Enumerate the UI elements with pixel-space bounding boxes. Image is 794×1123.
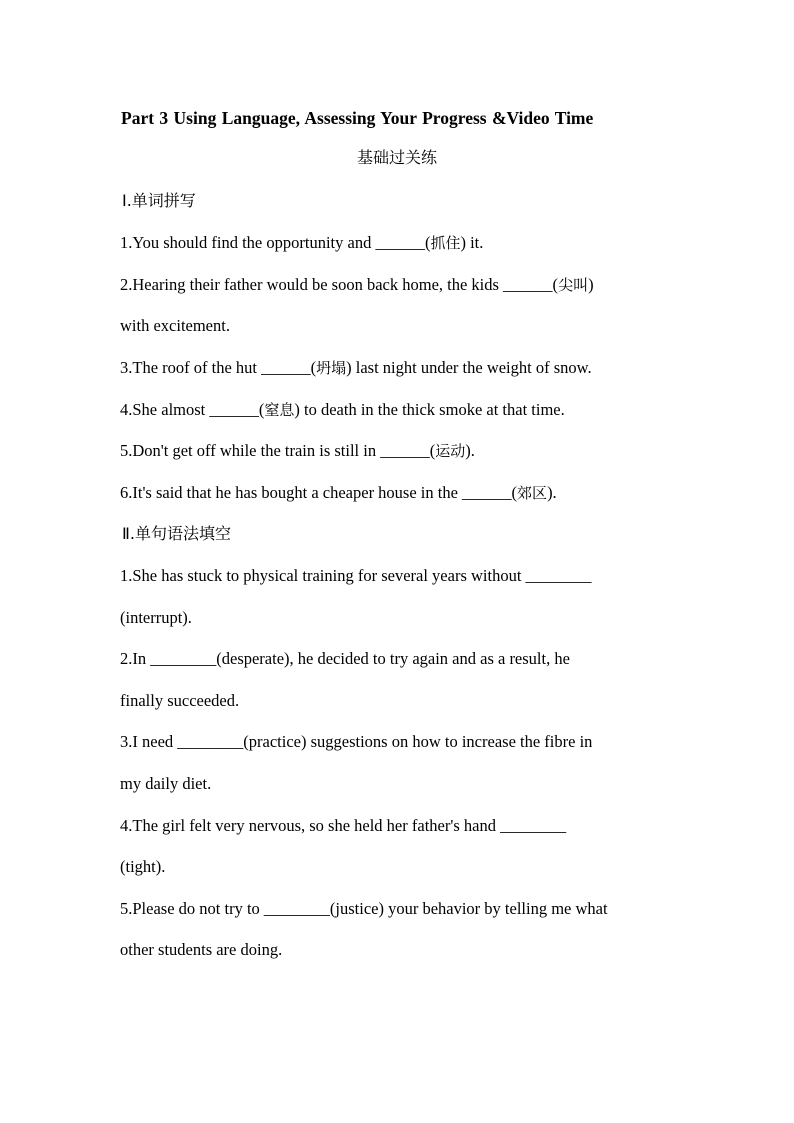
item-text-end: ). — [465, 441, 475, 460]
item-text-end: ). — [547, 483, 557, 502]
item-text: 1.You should find the opportunity and ______( — [120, 233, 431, 252]
item-text: with excitement. — [120, 316, 230, 335]
vocab-item-1 — [120, 231, 680, 255]
vocab-item-2-continued — [120, 314, 680, 338]
item-text: 3.The roof of the hut ______( — [120, 358, 317, 377]
page-title: Part 3 Using Language, Assessing Your Progress &Video Time — [121, 108, 594, 128]
item-text: 4.She almost ______( — [120, 400, 265, 419]
item-hint: 坍塌 — [316, 359, 347, 377]
item-hint: 窒息 — [264, 401, 295, 419]
section-heading-grammar: Ⅱ.单句语法填空 — [122, 524, 231, 543]
grammar-line: 2.In ________(desperate), he decided to try again and as a result, he — [120, 649, 570, 668]
item-text-end: ) it. — [460, 233, 484, 252]
item-text-end: ) to death in the thick smoke at that time. — [294, 400, 565, 419]
grammar-line: my daily diet. — [120, 774, 212, 793]
vocab-item-6 — [120, 481, 680, 505]
item-text-end: ) last night under the weight of snow. — [346, 358, 592, 377]
vocab-item-5 — [120, 439, 680, 463]
grammar-line: 4.The girl felt very nervous, so she held her father's hand ________ — [120, 816, 567, 835]
item-hint: 尖叫 — [558, 276, 589, 294]
grammar-line: (tight). — [120, 857, 166, 876]
page-subtitle: 基础过关练 — [356, 148, 437, 167]
grammar-line: 1.She has stuck to physical training for several years without ________ — [120, 566, 592, 585]
item-text: 5.Don't get off while the train is still in ______( — [120, 441, 436, 460]
section-heading-vocabulary: Ⅰ.单词拼写 — [122, 191, 196, 210]
item-hint: 抓住 — [430, 234, 461, 252]
grammar-line: (interrupt). — [120, 608, 192, 627]
grammar-line: 5.Please do not try to ________(justice) your behavior by telling me what — [120, 899, 608, 918]
grammar-line: 3.I need ________(practice) suggestions on how to increase the fibre in — [120, 732, 593, 751]
item-text-end: ) — [588, 275, 594, 294]
item-hint: 运动 — [435, 442, 466, 460]
grammar-line: other students are doing. — [120, 940, 283, 959]
vocab-item-3 — [120, 356, 680, 380]
vocab-item-4 — [120, 398, 680, 422]
item-text: 6.It's said that he has bought a cheaper house in the ______( — [120, 483, 518, 502]
item-hint: 郊区 — [517, 484, 548, 502]
vocab-item-2 — [120, 273, 680, 297]
item-text: 2.Hearing their father would be soon back home, the kids ______( — [120, 275, 559, 294]
grammar-line: finally succeeded. — [120, 691, 240, 710]
